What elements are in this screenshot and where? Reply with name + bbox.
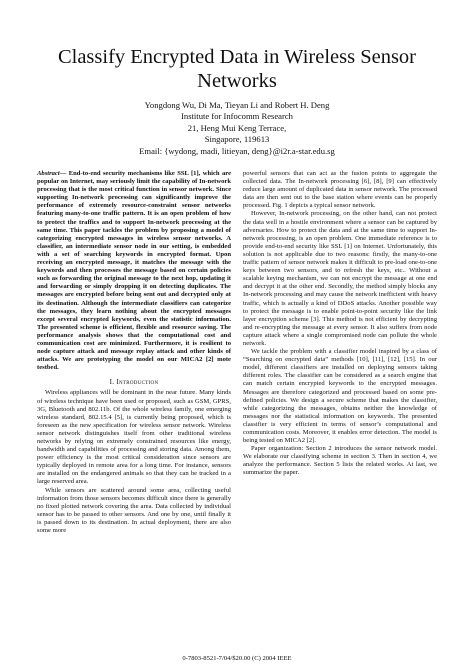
author-email: Email: {wydong, madi, litieyan, deng}@i2r.a-star.edu.sg: [139, 145, 335, 156]
body-paragraph: However, In-network processing, on the other hand, can not protect the data well in a hostile environment where a sensor can be captured by adversaries. How to protect the data and at the same time to support In-network processing, is an open problem. One immediate reference is to provide end-to-end security like SSL [1] on Internet. Unfortunately, this solution is not applicable due to two reasons: firstly, the many-to-one traffic pattern of sensor network makes it difficult to pre-load one-to-one keys between two sensors, and to refresh the keys, etc.. Without a scalable keying mechanism, we can not encrypt the message at one end and decrypt it at the other end. Secondly, the method simply blocks any In-network processing and may cause the network inefficient with heavy traffic, which is actually a kind of DDoS attacks. Another possible way to protect the message is to enable point-to-point security like the link layer encryption scheme [3]. This method is not efficient by decrypting and re-encrypting the message at every sensor. It also suffers from node capture attack where a single compromised node can pollute the whole network.: [243, 210, 437, 347]
body-paragraph: We tackle the problem with a classifier model inspired by a class of “Searching on encrypted data” methods [10], [11], [12], [15]. In our model, different classifiers are installed on deploying sensors taking different roles. The classifier can be considered as a search engine that can match certain encrypted keywords to the encrypted messages. Messages are therefore categorized and processed based on some pre-defined policies. We design a secure scheme that makes the classifier, while categorizing the messages, obtains neither the knowledge of messages nor the statistical information on keywords. The presented classifier is very efficient in terms of sensor’s computational and communication costs. Moreover, it enables error detection. The model is being tested on MICA2 [2].: [243, 348, 437, 445]
left-column: [37, 170, 231, 535]
intro-paragraph: Wireless appliances will be dominant in the near future. Many kinds of wireless technique have been used or proposed, such as GSM, GPRS, 3G, Bluetooth and 802.11b. Of the whole wireless family, one emerging wireless standard, 802.15.4 [5], is currently being proposed, which is foreseen as the new specification for wireless sensor network. Wireless sensor network distinguishes itself from other traditional wireless networks by relying on extremely constrained resources like energy, bandwidth and capabilities of processing and storing data. Among them, power efficiency is the most critical consideration since sensors are typically deployed in remote area for a long time. For instance, sensors are installed on the endangered animals so that they can be tracked in a large reserved area.: [37, 389, 231, 486]
affiliation-line-3: Singapore, 119613: [204, 134, 270, 145]
body-paragraph: Paper organization: Section 2 introduces the sensor network model. We elaborate our classifying scheme in section 3. Then in section 4, we analyze the performance. Section 5 lists the related works. At last, we summarize the paper.: [243, 445, 437, 477]
title-line-2: Networks: [197, 70, 277, 92]
paper-title: [0, 45, 474, 93]
affiliation-line-1: Institute for Infocomm Research: [181, 111, 293, 122]
section-heading-introduction: I. Introduction: [109, 378, 159, 387]
body-paragraph: powerful sensors that can act as the fusion points to aggregate the collected data. The In-network processing [6], [8], [9] can effectively reduce large amount of duplicated data in sensor network. The processed data are then sent out to the base station where events can be properly processed. Fig. 1 depicts a typical sensor network.: [243, 170, 437, 210]
intro-paragraph: While sensors are scattered around some area, collecting useful information from those sensors becomes difficult since there is generally no fixed plotted network covering the area. Data collected by individual sensor has to be passed to other sensors. And one by one, until finally it is passed down to its destination. In actual deployment, there are also some more: [37, 486, 231, 535]
abstract-text: — End-to-end security mechanisms like SSL [1], which are popular on Internet, may seriously limit the capability of In-network processing that is the most critical function in sensor network. Since supporting In-network processing can significantly improve the performance of extremely resource-constraint sensor networks featuring many-to-one traffic pattern. It is an open problem of how to protect the traffics and to support In-network processing at the same time. This paper tackles the problem by proposing a model of categorizing encrypted messages in wireless sensor networks. A classifier, an intermediate sensor node in our setting, is embedded with a set of searching keywords in encrypted format. Upon receiving an encrypted message, it matches the message with the keywords and then processes the message based on certain policies such as forwarding the original message to the next hop, updating it and forwarding or simply dropping it on detecting duplicates. The messages are encrypted before being sent out and decrypted only at its destination. Although the intermediate classifiers can categorize the messages, they learn nothing about the encrypted messages except several encrypted keywords, even the statistic information. The presented scheme is efficient, flexible and resource saving. The performance analysis shows that the computational cost and communication cost are minimized. Furthermore, it is resilient to node capture attack and message replay attack and other kinds of attacks. We are prototyping the model on our MICA2 [2] mote testbed.: [37, 170, 231, 372]
copyright-footer: 0-7803-8521-7/04/$20.00 (C) 2004 IEEE: [182, 655, 292, 662]
two-column-body: [37, 170, 437, 640]
right-column: [243, 170, 437, 478]
affiliation-line-2: 21, Heng Mui Keng Terrace,: [187, 122, 287, 133]
title-line-1: Classify Encrypted Data in Wireless Sensor: [57, 46, 417, 68]
abstract-lead: Abstract: [37, 170, 60, 177]
author-block: [0, 100, 474, 157]
author-names: Yongdong Wu, Di Ma, Tieyan Li and Robert H. Deng: [144, 100, 330, 110]
abstract: [37, 170, 231, 372]
